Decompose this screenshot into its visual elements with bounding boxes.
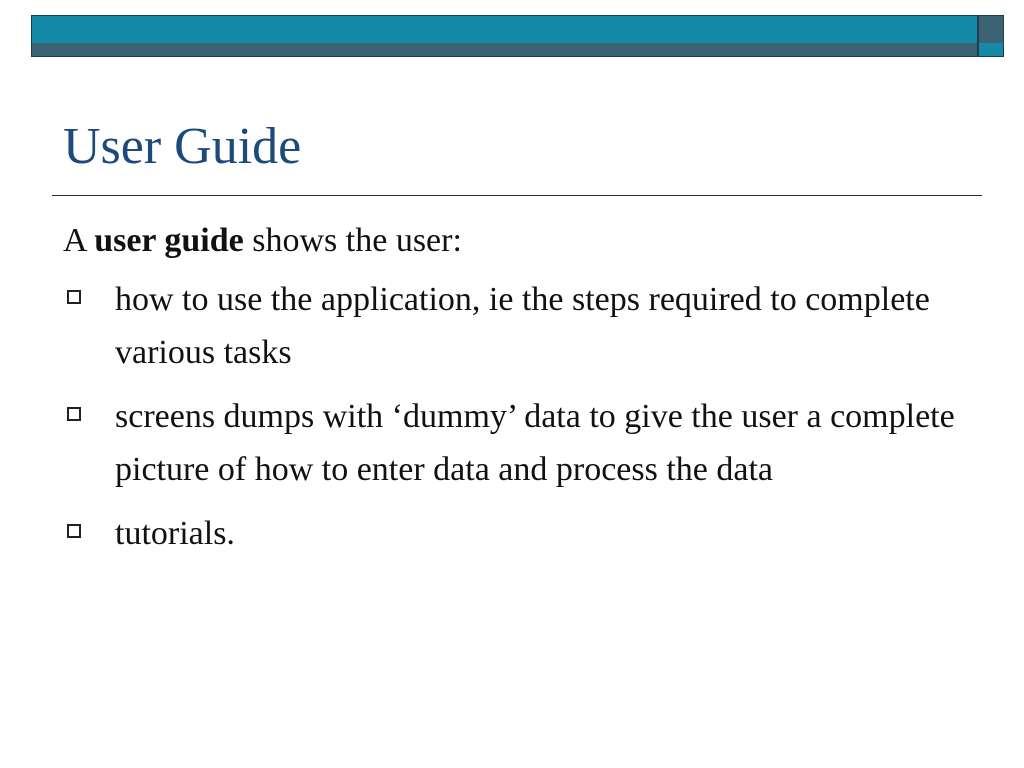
bullet-text: tutorials. — [115, 515, 235, 552]
banner-band-top — [32, 16, 977, 43]
bullet-list — [63, 273, 963, 560]
bullet-text: screens dumps with ‘dummy’ data to give the user a complete picture of how to enter data and process the data — [115, 398, 955, 488]
intro-suffix: shows the user: — [243, 222, 462, 259]
hollow-square-bullet-icon — [67, 407, 81, 421]
slide-body — [63, 214, 963, 571]
intro-line — [63, 214, 963, 267]
list-item — [63, 273, 963, 379]
slide-title: User Guide — [63, 118, 302, 175]
list-item — [63, 507, 963, 560]
hollow-square-bullet-icon — [67, 290, 81, 304]
title-divider — [52, 195, 982, 196]
corner-band-bottom — [979, 43, 1003, 57]
corner-band-top — [979, 16, 1003, 43]
banner-band-bottom — [32, 43, 977, 57]
hollow-square-bullet-icon — [67, 524, 81, 538]
list-item — [63, 390, 963, 496]
banner-corner-block — [978, 15, 1004, 57]
intro-bold-term: user guide — [94, 222, 244, 259]
intro-prefix: A — [63, 222, 95, 259]
bullet-text: how to use the application, ie the steps required to complete various tasks — [115, 281, 930, 371]
top-banner — [31, 15, 978, 57]
